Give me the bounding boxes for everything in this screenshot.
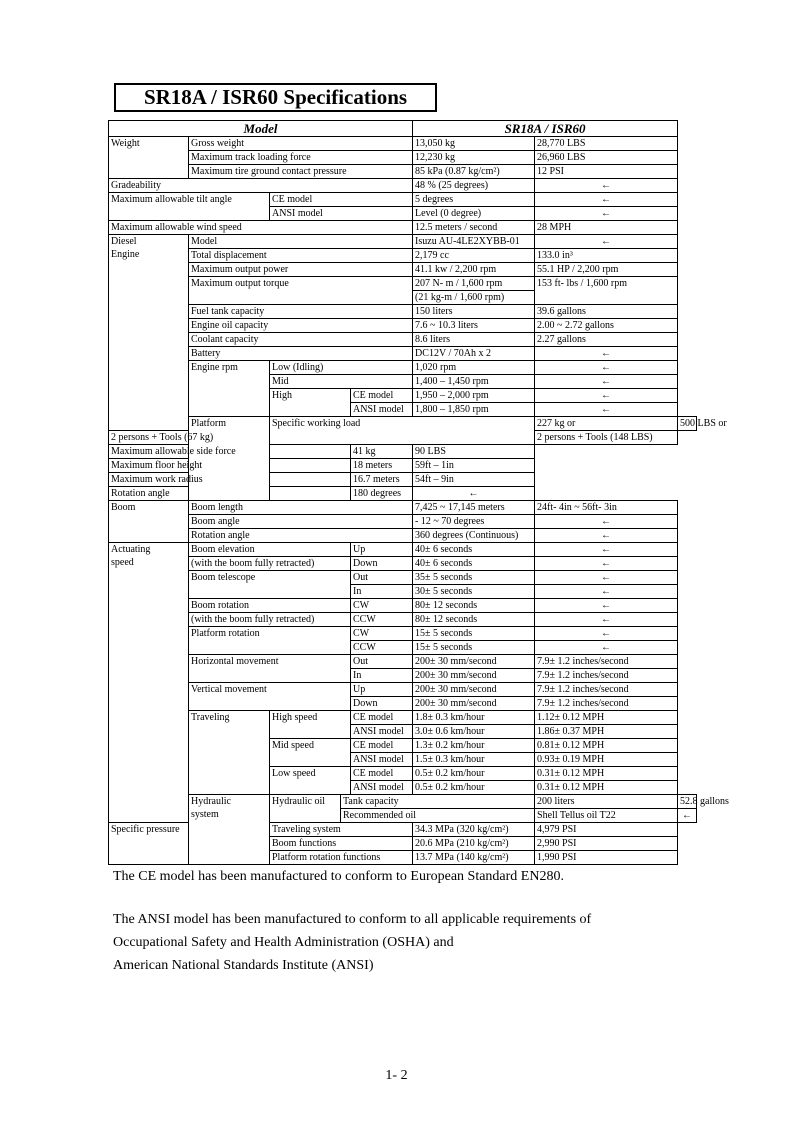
same-as-left-arrow: ← [535,585,678,599]
sub-label: CE model [270,193,413,207]
imperial-value: 7.9± 1.2 inches/second [535,697,678,711]
group-hydraulic-system: Hydraulic system [189,795,270,865]
same-as-left-arrow: ← [535,389,678,403]
direction-label: CCW [351,613,413,627]
model-label: CE model [351,767,413,781]
model-label: ANSI model [351,403,413,417]
metric-value: 35± 5 seconds [413,571,535,585]
table-row [109,249,697,263]
table-row [109,417,697,431]
speed-mode-label: High speed [270,711,351,739]
row-label: Maximum allowable side force [109,445,351,459]
metric-value: 3.0± 0.6 km/hour [413,725,535,739]
page-number: 1- 2 [385,1068,408,1083]
group-weight: Weight [109,137,189,179]
imperial-value: 28,770 LBS [535,137,678,151]
metric-value: 0.5± 0.2 km/hour [413,781,535,795]
same-as-left-arrow: ← [535,613,678,627]
header-model: Model [109,121,413,137]
ansi-note-line-1: The ANSI model has been manufactured to conform to all applicable requirements of [113,912,592,927]
metric-value: 18 meters [351,459,413,473]
row-label: Boom elevation [189,543,351,557]
direction-label: CW [351,627,413,641]
same-as-left-arrow: ← [535,641,678,655]
imperial-value: 2,990 PSI [535,837,678,851]
row-label: Maximum allowable tilt angle [109,193,270,221]
model-label: ANSI model [351,725,413,739]
same-as-left-arrow: ← [535,375,678,389]
metric-value: 80± 12 seconds [413,613,535,627]
row-sublabel: (with the boom fully retracted) [189,613,351,627]
direction-label: CCW [351,641,413,655]
metric-value: 1,400 – 1,450 rpm [413,375,535,389]
metric-value: 207 N- m / 1,600 rpm [413,277,535,291]
metric-value: 5 degrees [413,193,535,207]
page-title: SR18A / ISR60 Specifications [114,83,437,112]
table-row [109,319,697,333]
row-label: Engine oil capacity [189,319,413,333]
imperial-value: 90 LBS [413,445,535,459]
row-label: Fuel tank capacity [189,305,413,319]
direction-label: In [351,669,413,683]
row-label: Engine rpm [189,361,270,417]
table-row [109,655,697,669]
metric-value: Shell Tellus oil T22 [535,809,678,823]
imperial-value: 500 LBS or [678,417,697,431]
imperial-value: 52.8 gallons [678,795,697,809]
metric-value: 12.5 meters / second [413,221,535,235]
imperial-value: 1.12± 0.12 MPH [535,711,678,725]
metric-value: 200 liters [535,795,678,809]
table-row [109,557,697,571]
header-machine: SR18A / ISR60 [413,121,678,137]
table-row [109,711,697,725]
metric-value: 13.7 MPa (140 kg/cm²) [413,851,535,865]
row-label: Rotation angle [109,487,351,501]
metric-value: 7.6 ~ 10.3 liters [413,319,535,333]
row-label: Rotation angle [189,529,413,543]
row-label: Coolant capacity [189,333,413,347]
same-as-left-arrow: ← [535,543,678,557]
imperial-value: 59ft – 1in [413,459,535,473]
sub-label: Recommended oil [341,809,535,823]
metric-value: 40± 6 seconds [413,557,535,571]
same-as-left-arrow: ← [535,193,678,207]
metric-value: 2 persons + Tools (67 kg) [109,431,189,445]
metric-value: 227 kg or [535,417,678,431]
model-label: ANSI model [351,781,413,795]
table-row [109,683,697,697]
metric-value: 200± 30 mm/second [413,655,535,669]
table-row [109,137,697,151]
model-label: CE model [351,739,413,753]
specifications-table [108,120,729,865]
metric-value: 85 kPa (0.87 kg/cm²) [413,165,535,179]
same-as-left-arrow: ← [535,207,678,221]
group-diesel-engine: Diesel Engine [109,235,189,431]
row-label: Gradeability [109,179,413,193]
metric-value: 1,950 – 2,000 rpm [413,389,535,403]
direction-label: Out [351,655,413,669]
group-boom: Boom [109,501,189,543]
metric-value: 41.1 kw / 2,200 rpm [413,263,535,277]
table-row [109,487,697,501]
table-row [109,571,697,585]
metric-value: 13,050 kg [413,137,535,151]
same-as-left-arrow: ← [535,627,678,641]
imperial-value: 26,960 LBS [535,151,678,165]
row-label: Boom telescope [189,571,351,599]
imperial-value: 0.31± 0.12 MPH [535,781,678,795]
row-label: Hydraulic oil [270,795,341,823]
metric-value: 41 kg [351,445,413,459]
table-row [109,613,697,627]
row-label: Total displacement [189,249,413,263]
imperial-value: 7.9± 1.2 inches/second [535,683,678,697]
table-row [109,515,697,529]
metric-value: 200± 30 mm/second [413,697,535,711]
imperial-value: 0.93± 0.19 MPH [535,753,678,767]
metric-value: (21 kg-m / 1,600 rpm) [413,291,535,305]
metric-value: DC12V / 70Ah x 2 [413,347,535,361]
metric-value: 80± 12 seconds [413,599,535,613]
direction-label: Up [351,543,413,557]
table-row [109,263,697,277]
row-label: Boom rotation [189,599,351,613]
imperial-value: 12 PSI [535,165,678,179]
imperial-value: 39.6 gallons [535,305,678,319]
table-row [109,501,697,515]
imperial-value: 4,979 PSI [535,823,678,837]
model-label: CE model [351,711,413,725]
metric-value: 150 liters [413,305,535,319]
same-as-left-arrow: ← [535,599,678,613]
sub-label: High [270,389,351,417]
row-label: Specific working load [270,417,535,445]
model-label: ANSI model [351,753,413,767]
table-row [109,543,697,557]
metric-value: 15± 5 seconds [413,627,535,641]
metric-value: 1,800 – 1,850 rpm [413,403,535,417]
model-label: CE model [351,389,413,403]
table-row [109,333,697,347]
imperial-value: 133.0 in³ [535,249,678,263]
sub-label: Low (Idling) [270,361,413,375]
table-row [109,599,697,613]
group-platform: Platform [189,417,270,501]
sub-label: Traveling system [270,823,413,837]
imperial-value: 2 persons + Tools (148 LBS) [535,431,678,445]
sub-label: ANSI model [270,207,413,221]
row-label: Vertical movement [189,683,351,711]
row-label: Battery [189,347,413,361]
metric-value: 8.6 liters [413,333,535,347]
same-as-left-arrow: ← [413,487,535,501]
metric-value: 7,425 ~ 17,145 meters [413,501,535,515]
metric-value: Isuzu AU-4LE2XYBB-01 [413,235,535,249]
table-row [109,305,697,319]
table-row [109,473,697,487]
direction-label: In [351,585,413,599]
metric-value: 2,179 cc [413,249,535,263]
imperial-value: 54ft – 9in [413,473,535,487]
imperial-value: 2.27 gallons [535,333,678,347]
group-actuating-speed: Actuating speed [109,543,189,823]
imperial-value: 28 MPH [535,221,678,235]
ansi-note-line-3: American National Standards Institute (ANSI) [113,958,374,973]
table-row [109,235,697,249]
row-label: Boom angle [189,515,413,529]
table-row [109,151,697,165]
imperial-value: 0.31± 0.12 MPH [535,767,678,781]
table-row [109,795,697,809]
same-as-left-arrow: ← [535,571,678,585]
imperial-value: 7.9± 1.2 inches/second [535,655,678,669]
direction-label: CW [351,599,413,613]
table-row [109,277,697,291]
metric-value: 30± 5 seconds [413,585,535,599]
metric-value: 1.3± 0.2 km/hour [413,739,535,753]
imperial-value: 0.81± 0.12 MPH [535,739,678,753]
imperial-value: 1.86± 0.37 MPH [535,725,678,739]
sub-label: Mid [270,375,413,389]
table-row [109,529,697,543]
row-sublabel: (with the boom fully retracted) [189,557,351,571]
metric-value: Level (0 degree) [413,207,535,221]
imperial-value: 7.9± 1.2 inches/second [535,669,678,683]
row-label: Specific pressure [109,823,189,865]
metric-value: 200± 30 mm/second [413,669,535,683]
metric-value: 34.3 MPa (320 kg/cm²) [413,823,535,837]
metric-value: 15± 5 seconds [413,641,535,655]
table-header-row [109,121,697,137]
table-row [109,459,697,473]
metric-value: 0.5± 0.2 km/hour [413,767,535,781]
ce-model-note: The CE model has been manufactured to conform to European Standard EN280. [113,869,564,884]
imperial-value: 55.1 HP / 2,200 rpm [535,263,678,277]
metric-value: 1.5± 0.3 km/hour [413,753,535,767]
table-row [109,221,697,235]
metric-value: 48 % (25 degrees) [413,179,535,193]
same-as-left-arrow: ← [535,529,678,543]
imperial-value: 2.00 ~ 2.72 gallons [535,319,678,333]
metric-value: - 12 ~ 70 degrees [413,515,535,529]
row-label: Maximum output power [189,263,413,277]
row-label: Maximum track loading force [189,151,413,165]
metric-value: 360 degrees (Continuous) [413,529,535,543]
sub-label: Boom functions [270,837,413,851]
row-label: Maximum output torque [189,277,413,305]
metric-value: 180 degrees [351,487,413,501]
row-label: Platform rotation [189,627,351,655]
direction-label: Down [351,697,413,711]
metric-value: 40± 6 seconds [413,543,535,557]
metric-value: 20.6 MPa (210 kg/cm²) [413,837,535,851]
table-row [109,179,697,193]
row-label: Model [189,235,413,249]
metric-value: 16.7 meters [351,473,413,487]
sub-label: Tank capacity [341,795,535,809]
metric-value: 200± 30 mm/second [413,683,535,697]
speed-mode-label: Low speed [270,767,351,795]
same-as-left-arrow: ← [535,557,678,571]
sub-label: Platform rotation functions [270,851,413,865]
row-label: Gross weight [189,137,413,151]
table-row [109,361,697,375]
direction-label: Up [351,683,413,697]
row-label: Horizontal movement [189,655,351,683]
direction-label: Down [351,557,413,571]
same-as-left-arrow: ← [535,179,678,193]
table-row [109,445,697,459]
table-row [109,193,697,207]
imperial-value: 1,990 PSI [535,851,678,865]
same-as-left-arrow: ← [535,235,678,249]
row-label: Maximum allowable wind speed [109,221,413,235]
metric-value: 12,230 kg [413,151,535,165]
table-row [109,165,697,179]
same-as-left-arrow: ← [678,809,697,823]
row-label: Boom length [189,501,413,515]
metric-value: 1.8± 0.3 km/hour [413,711,535,725]
same-as-left-arrow: ← [535,361,678,375]
row-label: Traveling [189,711,270,795]
speed-mode-label: Mid speed [270,739,351,767]
imperial-value: 24ft- 4in ~ 56ft- 3in [535,501,678,515]
direction-label: Out [351,571,413,585]
table-row [109,627,697,641]
ansi-note-line-2: Occupational Safety and Health Administration (OSHA) and [113,935,454,950]
table-row [109,347,697,361]
row-label: Maximum floor height [109,459,351,473]
same-as-left-arrow: ← [535,347,678,361]
same-as-left-arrow: ← [535,515,678,529]
imperial-value: 153 ft- lbs / 1,600 rpm [535,277,678,305]
same-as-left-arrow: ← [535,403,678,417]
metric-value: 1,020 rpm [413,361,535,375]
row-label: Maximum work radius [109,473,351,487]
row-label: Maximum tire ground contact pressure [189,165,413,179]
